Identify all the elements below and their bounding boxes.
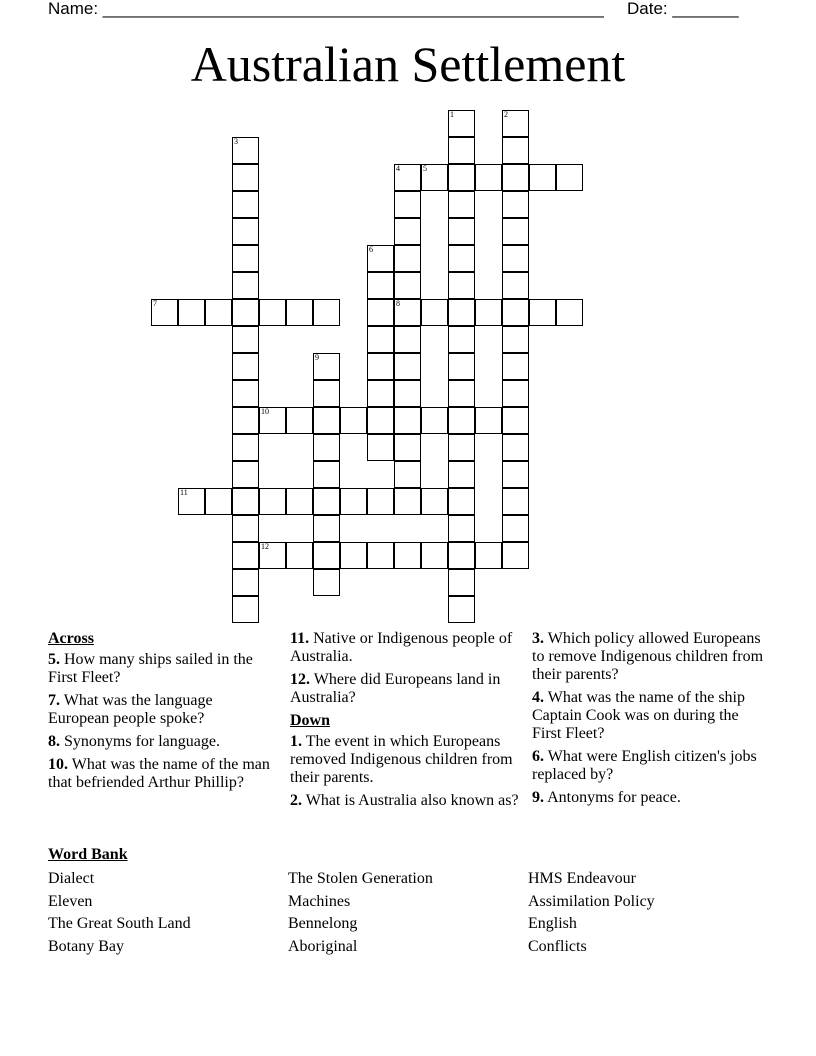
crossword-cell[interactable]	[475, 164, 502, 191]
word-bank-item: The Stolen Generation	[288, 870, 433, 887]
crossword-cell[interactable]	[313, 407, 340, 434]
crossword-cell[interactable]	[448, 407, 475, 434]
clue-number: 1	[450, 110, 454, 119]
clue-column-1	[48, 630, 273, 797]
crossword-cell[interactable]	[394, 353, 421, 380]
crossword-cell[interactable]	[448, 596, 475, 623]
crossword-cell[interactable]	[286, 299, 313, 326]
crossword-cell[interactable]	[448, 542, 475, 569]
across-heading: Across	[48, 630, 94, 647]
crossword-cell[interactable]	[232, 596, 259, 623]
crossword-cell[interactable]	[394, 542, 421, 569]
crossword-cell[interactable]	[448, 137, 475, 164]
word-bank-item: HMS Endeavour	[528, 870, 636, 887]
down-clue-4: 4. What was the name of the ship Captain Cook was on during the First Fleet?	[532, 689, 745, 742]
down-clue-2: 2. What is Australia also known as?	[290, 792, 519, 809]
crossword-cell[interactable]	[448, 488, 475, 515]
crossword-cell[interactable]	[367, 488, 394, 515]
word-bank-column-3	[528, 868, 655, 959]
crossword-cell[interactable]	[448, 245, 475, 272]
crossword-cell[interactable]	[367, 353, 394, 380]
crossword-cell[interactable]	[178, 488, 205, 515]
down-clue-9: 9. Antonyms for peace.	[532, 789, 681, 806]
crossword-cell[interactable]	[475, 542, 502, 569]
clue-column-3	[532, 630, 768, 812]
crossword-cell[interactable]	[502, 380, 529, 407]
crossword-cell[interactable]	[502, 515, 529, 542]
crossword-cell[interactable]	[286, 407, 313, 434]
crossword-cell[interactable]	[448, 380, 475, 407]
crossword-cell[interactable]	[448, 272, 475, 299]
crossword-cell[interactable]	[232, 353, 259, 380]
date-field-label: Date: _______	[627, 0, 739, 18]
crossword-cell[interactable]	[340, 407, 367, 434]
word-bank-item: Dialect	[48, 870, 95, 887]
clue-number: 11	[180, 488, 188, 497]
crossword-cell[interactable]	[178, 299, 205, 326]
clue-number: 12	[261, 542, 269, 551]
crossword-cell[interactable]	[448, 191, 475, 218]
down-clue-1: 1. The event in which Europeans removed Indigenous children from their parents.	[290, 733, 513, 786]
crossword-cell[interactable]	[151, 299, 178, 326]
name-field-label: Name: _____________________________________________________	[48, 0, 604, 18]
clue-number: 7	[153, 299, 157, 308]
crossword-cell[interactable]	[448, 569, 475, 596]
word-bank-item: Bennelong	[288, 915, 358, 933]
crossword-cell[interactable]	[475, 299, 502, 326]
crossword-cell[interactable]	[259, 407, 286, 434]
crossword-cell[interactable]	[340, 488, 367, 515]
clue-number: 5	[423, 164, 427, 173]
crossword-cell[interactable]	[367, 326, 394, 353]
crossword-cell[interactable]	[259, 542, 286, 569]
crossword-cell[interactable]	[394, 164, 421, 191]
crossword-cell[interactable]	[232, 380, 259, 407]
clue-number: 3	[234, 137, 238, 146]
crossword-cell[interactable]	[259, 299, 286, 326]
crossword-cell[interactable]	[448, 164, 475, 191]
across-clue-11: 11. Native or Indigenous people of Australia.	[290, 630, 513, 665]
crossword-cell[interactable]	[313, 353, 340, 380]
crossword-cell[interactable]	[313, 569, 340, 596]
crossword-cell[interactable]	[367, 299, 394, 326]
crossword-cell[interactable]	[502, 245, 529, 272]
crossword-cell[interactable]	[421, 407, 448, 434]
crossword-cell[interactable]	[448, 326, 475, 353]
across-clue-8: 8. Synonyms for language.	[48, 733, 220, 750]
crossword-cell[interactable]	[502, 299, 529, 326]
crossword-cell[interactable]	[367, 407, 394, 434]
crossword-cell[interactable]	[367, 272, 394, 299]
crossword-cell[interactable]	[448, 218, 475, 245]
crossword-cell[interactable]	[394, 272, 421, 299]
crossword-cell[interactable]	[232, 407, 259, 434]
crossword-cell[interactable]	[502, 461, 529, 488]
clue-number: 2	[504, 110, 508, 119]
crossword-cell[interactable]	[502, 434, 529, 461]
crossword-cell[interactable]	[448, 110, 475, 137]
crossword-cell[interactable]	[367, 434, 394, 461]
word-bank-item: Botany Bay	[48, 938, 124, 956]
crossword-cell[interactable]	[286, 542, 313, 569]
crossword-cell[interactable]	[232, 191, 259, 218]
clue-number: 6	[369, 245, 373, 254]
crossword-cell[interactable]	[529, 299, 556, 326]
crossword-cell[interactable]	[502, 272, 529, 299]
crossword-cell[interactable]	[394, 326, 421, 353]
word-bank-column-2	[288, 868, 433, 959]
across-clue-10: 10. What was the name of the man that befriended Arthur Phillip?	[48, 756, 270, 791]
word-bank-item: Machines	[288, 892, 351, 910]
word-bank-item: The Great South Land	[48, 915, 191, 933]
crossword-cell[interactable]	[232, 272, 259, 299]
crossword-cell[interactable]	[367, 245, 394, 272]
crossword-cell[interactable]	[259, 488, 286, 515]
word-bank-item: Eleven	[48, 892, 93, 910]
crossword-cell[interactable]	[367, 542, 394, 569]
crossword-cell[interactable]	[448, 434, 475, 461]
crossword-cell[interactable]	[313, 434, 340, 461]
crossword-cell[interactable]	[502, 110, 529, 137]
crossword-cell[interactable]	[394, 407, 421, 434]
crossword-cell[interactable]	[502, 164, 529, 191]
crossword-cell[interactable]	[394, 434, 421, 461]
crossword-cell[interactable]	[232, 461, 259, 488]
word-bank-heading: Word Bank	[48, 846, 128, 863]
crossword-cell[interactable]	[502, 326, 529, 353]
word-bank-item: Conflicts	[528, 938, 587, 956]
word-bank-item: Assimilation Policy	[528, 892, 655, 910]
crossword-cell[interactable]	[421, 164, 448, 191]
crossword-cell[interactable]	[502, 191, 529, 218]
crossword-cell[interactable]	[448, 299, 475, 326]
crossword-cell[interactable]	[232, 245, 259, 272]
word-bank-item: Aboriginal	[288, 938, 358, 956]
crossword-cell[interactable]	[232, 326, 259, 353]
word-bank-item: English	[528, 915, 577, 933]
crossword-cell[interactable]	[502, 542, 529, 569]
crossword-cell[interactable]	[232, 164, 259, 191]
crossword-cell[interactable]	[556, 299, 583, 326]
across-clue-5: 5. How many ships sailed in the First Fleet?	[48, 651, 253, 686]
clue-number: 8	[396, 299, 400, 308]
crossword-cell[interactable]	[313, 299, 340, 326]
clue-number: 4	[396, 164, 400, 173]
crossword-cell[interactable]	[232, 569, 259, 596]
word-bank-column-1	[48, 868, 191, 959]
crossword-cell[interactable]	[529, 164, 556, 191]
clue-number: 10	[261, 407, 269, 416]
down-clue-3: 3. Which policy allowed Europeans to remove Indigenous children from their parents?	[532, 630, 764, 683]
crossword-cell[interactable]	[502, 218, 529, 245]
crossword-cell[interactable]	[313, 542, 340, 569]
crossword-cell[interactable]	[502, 407, 529, 434]
crossword-cell[interactable]	[502, 353, 529, 380]
crossword-cell[interactable]	[367, 380, 394, 407]
clue-number: 9	[315, 353, 319, 362]
crossword-cell[interactable]	[340, 542, 367, 569]
crossword-cell[interactable]	[394, 461, 421, 488]
crossword-cell[interactable]	[394, 218, 421, 245]
crossword-cell[interactable]	[232, 218, 259, 245]
crossword-cell[interactable]	[394, 245, 421, 272]
crossword-cell[interactable]	[448, 353, 475, 380]
down-heading: Down	[290, 712, 331, 729]
page-title: Australian Settlement	[190, 36, 626, 92]
clue-column-2	[290, 630, 528, 815]
crossword-cell[interactable]	[448, 461, 475, 488]
across-clue-12: 12. Where did Europeans land in Australia?	[290, 671, 501, 706]
crossword-cell[interactable]	[232, 434, 259, 461]
crossword-cell[interactable]	[394, 299, 421, 326]
crossword-cell[interactable]	[205, 299, 232, 326]
crossword-cell[interactable]	[232, 137, 259, 164]
crossword-cell[interactable]	[232, 542, 259, 569]
crossword-cell[interactable]	[421, 542, 448, 569]
down-clue-6: 6. What were English citizen's jobs replaced by?	[532, 748, 757, 783]
crossword-cell[interactable]	[556, 164, 583, 191]
crossword-cell[interactable]	[394, 488, 421, 515]
crossword-cell[interactable]	[313, 380, 340, 407]
crossword-cell[interactable]	[232, 488, 259, 515]
crossword-cell[interactable]	[502, 137, 529, 164]
crossword-cell[interactable]	[421, 299, 448, 326]
crossword-cell[interactable]	[232, 515, 259, 542]
crossword-cell[interactable]	[475, 407, 502, 434]
crossword-cell[interactable]	[205, 488, 232, 515]
crossword-cell[interactable]	[286, 488, 313, 515]
across-clue-7: 7. What was the language European people spoke?	[48, 692, 213, 727]
crossword-cell[interactable]	[502, 488, 529, 515]
crossword-cell[interactable]	[394, 380, 421, 407]
crossword-cell[interactable]	[394, 191, 421, 218]
crossword-cell[interactable]	[421, 488, 448, 515]
crossword-cell[interactable]	[313, 515, 340, 542]
crossword-cell[interactable]	[313, 488, 340, 515]
crossword-cell[interactable]	[313, 461, 340, 488]
crossword-cell[interactable]	[232, 299, 259, 326]
crossword-cell[interactable]	[448, 515, 475, 542]
